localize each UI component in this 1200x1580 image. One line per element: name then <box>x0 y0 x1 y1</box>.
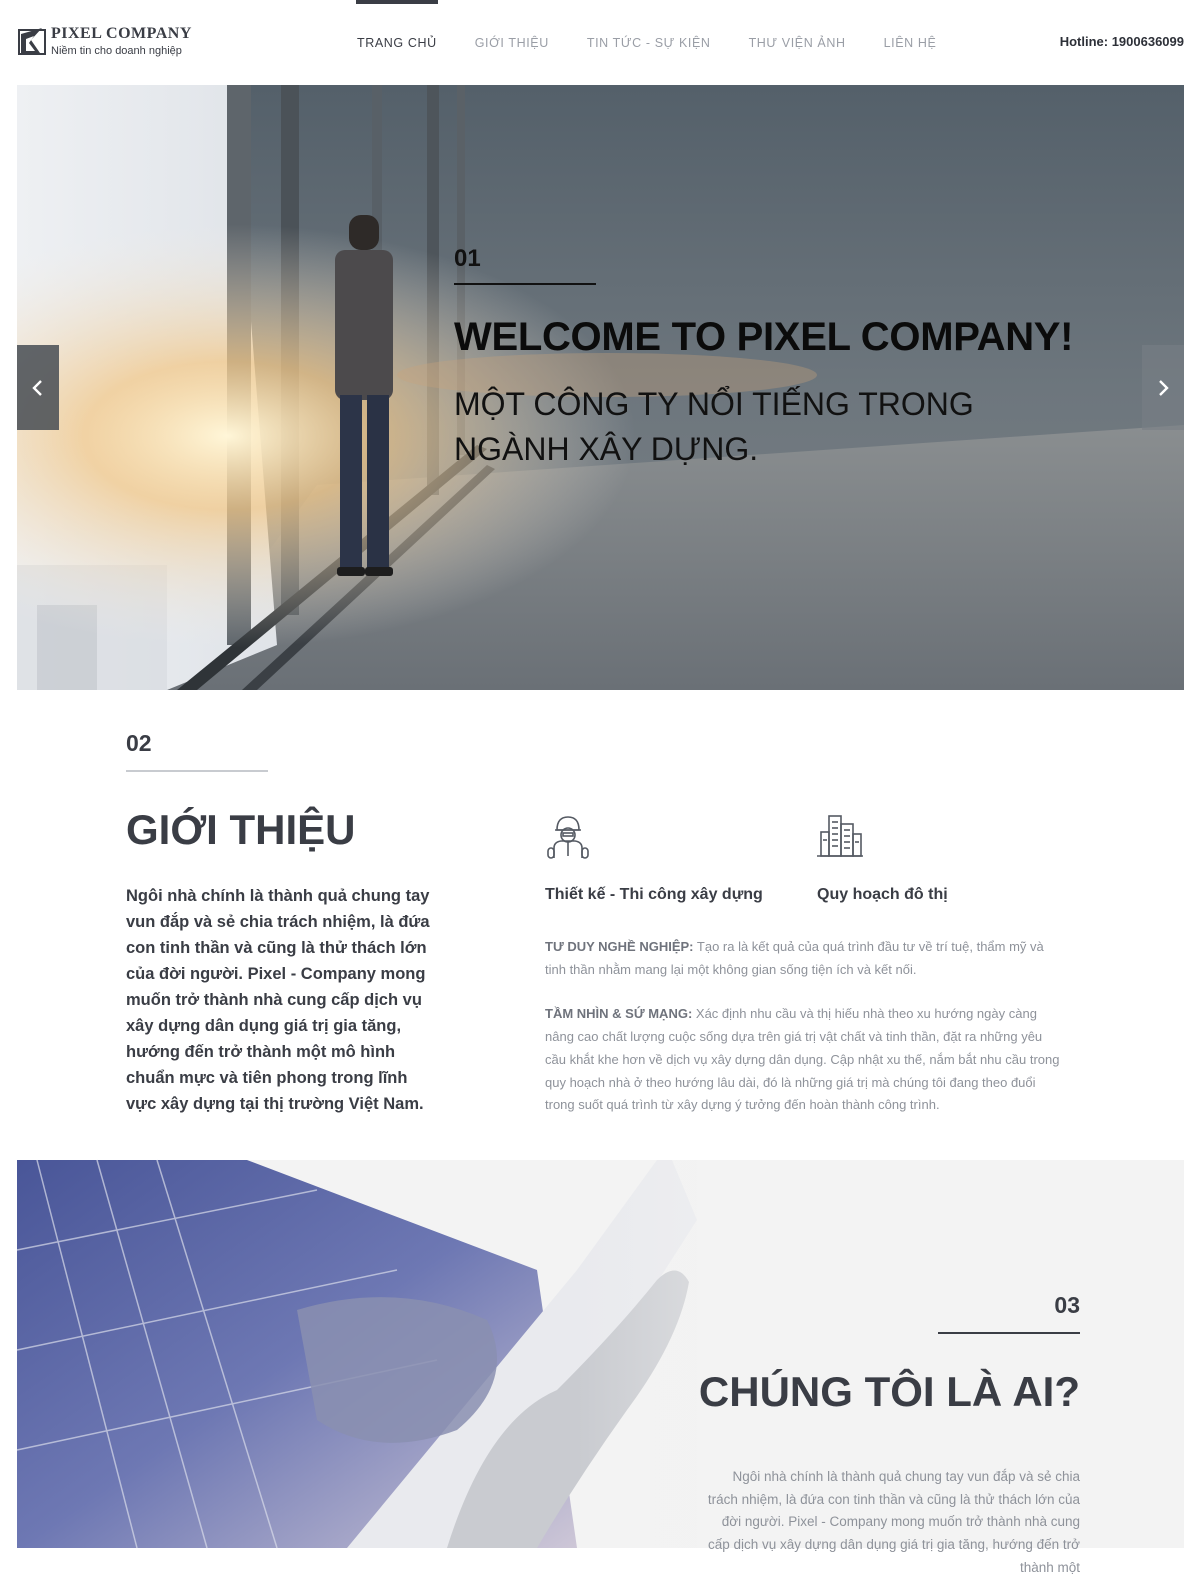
vision-paragraph <box>545 1003 1065 1117</box>
vision-label: TẦM NHÌN & SỨ MẠNG: <box>545 1006 693 1022</box>
who-section-title: CHÚNG TÔI LÀ AI? <box>698 1368 1080 1415</box>
who-we-are-section <box>17 1160 1184 1575</box>
slider-prev-button[interactable] <box>17 345 59 430</box>
about-intro-text: Ngôi nhà chính là thành quả chung tay vun đắp và sẻ chia trách nhiệm, là đứa con tinh thần và cũng là thử thách lớn của đời người. Pixel - Company mong muốn trở thành nhà cung cấp dịch vụ xây dựng dân dụng giá trị gia tăng, hướng đến trở thành một mô hình chuẩn mực và tiên phong trong lĩnh vực xây dựng tại thị trường Việt Nam. <box>126 887 430 1113</box>
hero-subtitle: MỘT CÔNG TY NỔI TIẾNG TRONG NGÀNH XÂY DỰNG. <box>454 386 974 467</box>
who-section-text: Ngôi nhà chính là thành quả chung tay vun đắp và sẻ chia trách nhiệm, là đứa con tinh thần và cũng là thử thách lớn của đời người. Pixel - Company mong muốn trở thành nhà cung cấp dịch vụ xây dựng dân dụng giá trị gia tăng, hướng đến trở thành một <box>707 1469 1080 1575</box>
service-label: Quy hoạch đô thị <box>817 886 948 903</box>
hero-slider <box>17 85 1184 690</box>
nav-item-news-events[interactable]: TIN TỨC - SỰ KIỆN <box>586 36 711 50</box>
slider-next-button[interactable] <box>1142 345 1184 430</box>
hero-caption <box>454 245 1094 472</box>
who-section-number: 03 <box>1054 1292 1080 1318</box>
logo-name: PIXEL COMPANY <box>51 25 192 42</box>
hero-title: WELCOME TO PIXEL COMPANY! <box>454 315 1074 359</box>
about-detail-text <box>545 936 1065 1117</box>
nav-item-contact[interactable]: LIÊN HỆ <box>883 36 937 50</box>
about-section-rule <box>126 770 268 772</box>
slide-number-rule <box>454 283 596 285</box>
slide-number: 01 <box>454 245 481 272</box>
logo-slogan: Niềm tin cho doanh nghiệp <box>51 45 182 57</box>
city-buildings-icon <box>815 810 865 862</box>
about-section-number: 02 <box>126 730 152 756</box>
mindset-paragraph <box>545 936 1065 981</box>
service-urban-planning <box>815 810 948 903</box>
vision-text: Xác định nhu cầu và thị hiếu nhà theo xu hướng ngày càng nâng cao chất lượng cuộc sống dựa trên giá trị vật chất và tinh thần, đặt ra những yêu cầu khắt khe hơn về dịch vụ xây dựng dân dụng. Cập nhật xu thế, nắm bắt nhu cầu trong quy hoạch nhà ở theo hướng lâu dài, đó là những giá trị mà chúng tôi đang theo đuổi trong suốt quá trình từ xây dựng ý tưởng đến hoàn thành công trình. <box>545 1006 1060 1113</box>
chevron-left-icon <box>31 378 45 398</box>
nav-item-home[interactable]: TRANG CHỦ <box>338 0 456 84</box>
engineer-icon <box>543 810 593 862</box>
chevron-right-icon <box>1156 378 1170 398</box>
nav-item-about[interactable]: GIỚI THIỆU <box>474 36 549 50</box>
mindset-label: TƯ DUY NGHỀ NGHIỆP: <box>545 939 694 954</box>
about-section-title: GIỚI THIỆU <box>126 806 356 853</box>
nav-item-gallery[interactable]: THƯ VIỆN ẢNH <box>748 36 846 50</box>
logo-mark-icon <box>18 26 48 56</box>
company-logo[interactable] <box>18 24 198 60</box>
site-header <box>0 0 1200 84</box>
main-nav <box>338 0 955 84</box>
service-construction <box>543 810 763 903</box>
who-section-rule <box>938 1332 1080 1334</box>
hotline[interactable]: Hotline: 1900636099 <box>1059 34 1184 49</box>
service-label: Thiết kế - Thi công xây dựng <box>545 886 763 903</box>
mindset-text: Tạo ra là kết quả của quá trình đầu tư về trí tuệ, thẩm mỹ và tinh thần nhằm mang lại một không gian sống tiện ích và kết nối. <box>545 939 1044 977</box>
